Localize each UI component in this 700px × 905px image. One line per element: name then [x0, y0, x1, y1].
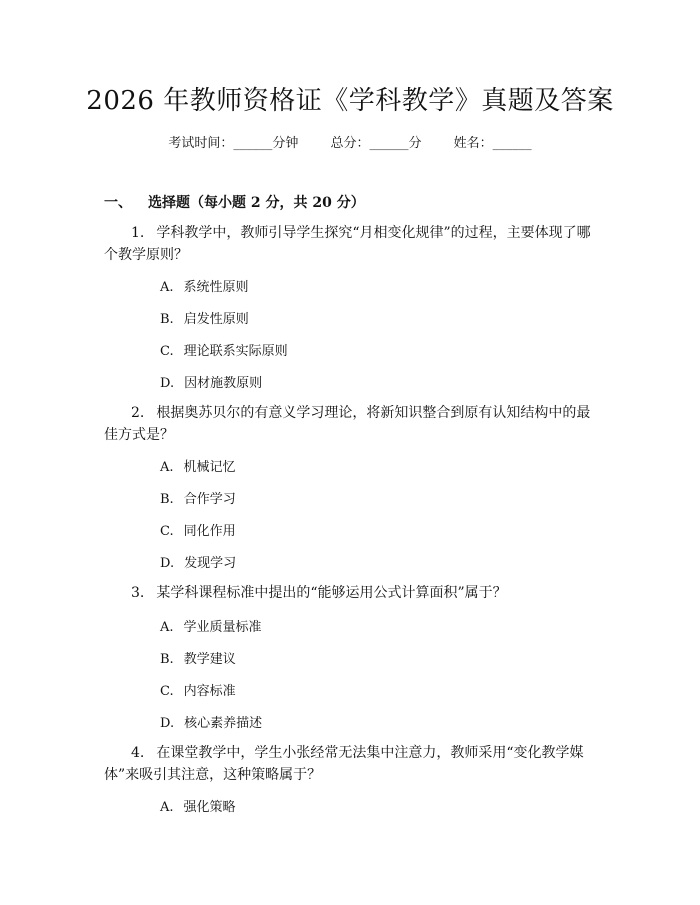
section-title: 选择题（每小题 2 分，共 20 分） [148, 195, 365, 211]
question-3-option-d [160, 712, 262, 731]
option-text: 系统性原则 [183, 280, 249, 295]
section-number: 一、 [104, 195, 132, 211]
option-letter: C. [160, 524, 174, 539]
option-text: 同化作用 [183, 524, 236, 539]
question-1-option-b [160, 308, 249, 327]
option-letter: C. [160, 684, 174, 699]
option-letter: B. [160, 312, 174, 327]
question-3-option-c [160, 680, 236, 699]
exam-meta [0, 132, 700, 151]
option-text: 内容标准 [183, 684, 236, 699]
question-3 [104, 582, 604, 604]
option-text: 合作学习 [183, 492, 236, 507]
question-4-option-a [160, 796, 236, 815]
option-letter: A. [160, 460, 174, 475]
question-number: 2. [131, 405, 145, 421]
question-2-option-d [160, 552, 236, 571]
question-3-option-b [160, 648, 236, 667]
option-letter: D. [160, 376, 175, 391]
option-letter: A. [160, 620, 174, 635]
question-text: 根据奥苏贝尔的有意义学习理论，将新知识整合到原有认知结构中的最佳方式是？ [104, 405, 591, 443]
option-text: 理论联系实际原则 [183, 344, 288, 359]
option-text: 机械记忆 [183, 460, 236, 475]
question-number: 4. [131, 745, 145, 761]
option-letter: B. [160, 652, 174, 667]
option-letter: A. [160, 280, 174, 295]
student-name: 姓名：______ [453, 136, 532, 151]
question-4 [104, 742, 604, 786]
option-letter: B. [160, 492, 174, 507]
question-2-option-c [160, 520, 236, 539]
option-text: 教学建议 [183, 652, 236, 667]
exam-time: 考试时间：______分钟 [168, 136, 299, 151]
question-1 [104, 222, 604, 266]
question-1-option-c [160, 340, 288, 359]
question-2 [104, 402, 604, 446]
question-3-option-a [160, 616, 262, 635]
question-2-option-a [160, 456, 236, 475]
question-text: 学科教学中，教师引导学生探究“月相变化规律”的过程，主要体现了哪个教学原则？ [104, 225, 591, 263]
option-text: 发现学习 [184, 556, 237, 571]
option-text: 强化策略 [183, 800, 236, 815]
question-text: 某学科课程标准中提出的“能够运用公式计算面积”属于？ [156, 585, 507, 601]
option-letter: D. [160, 556, 175, 571]
question-1-option-a [160, 276, 249, 295]
question-number: 3. [131, 585, 145, 601]
option-letter: D. [160, 716, 175, 731]
question-number: 1. [131, 225, 145, 241]
option-text: 启发性原则 [183, 312, 249, 327]
option-letter: A. [160, 800, 174, 815]
option-text: 核心素养描述 [184, 716, 263, 731]
section-heading [104, 192, 365, 212]
page-title: 2026 年教师资格证《学科教学》真题及答案 [86, 86, 614, 116]
total-score: 总分：______分 [330, 136, 422, 151]
question-2-option-b [160, 488, 236, 507]
option-text: 因材施教原则 [184, 376, 263, 391]
question-1-option-d [160, 372, 262, 391]
option-text: 学业质量标准 [183, 620, 262, 635]
option-letter: C. [160, 344, 174, 359]
question-text: 在课堂教学中，学生小张经常无法集中注意力，教师采用“变化教学媒体”来吸引其注意，这种策略属于？ [104, 745, 584, 783]
